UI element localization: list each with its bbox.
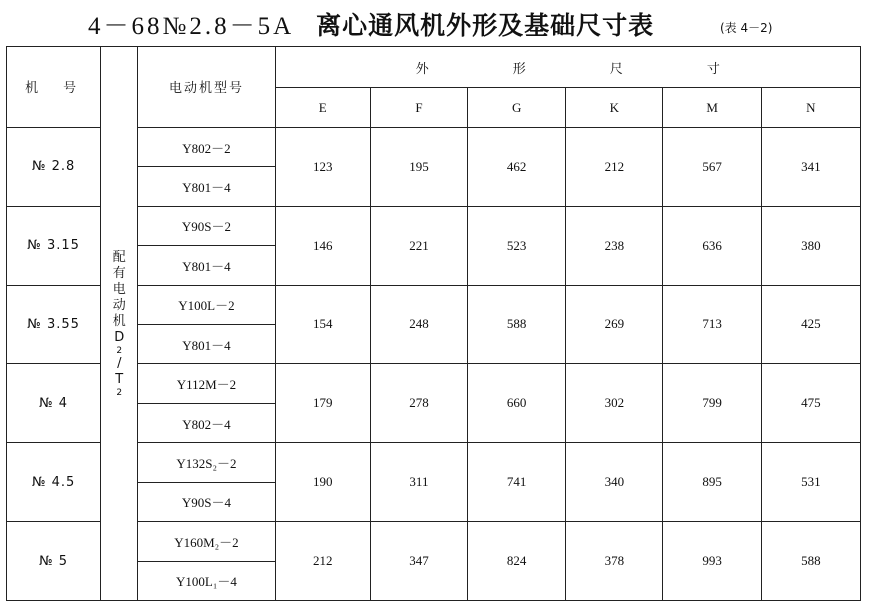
motor-model-cell: Y100L－2	[138, 285, 275, 324]
motor-model-cell: Y801－4	[138, 324, 275, 363]
motor-model-cell: Y100L₁－4	[138, 561, 275, 601]
motor-model-cell: Y112M－2	[138, 364, 275, 403]
header-dimensions	[275, 47, 860, 88]
table-number-note: (表 4－2)	[720, 21, 773, 35]
dimension-value-m: 799	[663, 364, 761, 443]
dimension-value-n: 341	[761, 127, 860, 206]
dimension-value-e: 179	[275, 364, 370, 443]
column-header-g: G	[468, 88, 566, 127]
header-motor-model: 电动机型号	[138, 47, 275, 128]
dimension-value-f: 311	[370, 443, 467, 522]
motor-vertical-char: /	[117, 355, 122, 371]
dimension-value-n: 475	[761, 364, 860, 443]
dimension-value-k: 340	[566, 443, 663, 522]
dimension-value-k: 269	[566, 285, 663, 364]
motor-model-cell: Y801－4	[138, 167, 275, 206]
column-header-f: F	[370, 88, 467, 127]
motor-model-cell: Y802－4	[138, 403, 275, 442]
dimension-value-m: 895	[663, 443, 761, 522]
page-title	[88, 6, 654, 42]
motor-vertical-char: D	[114, 329, 125, 345]
motor-vertical-char: T	[115, 371, 124, 387]
dimension-value-k: 302	[566, 364, 663, 443]
motor-vertical-char: 机	[112, 313, 126, 329]
motor-vertical-char: 有	[112, 265, 126, 281]
column-header-e: E	[275, 88, 370, 127]
motor-model-cell: Y90S－2	[138, 206, 275, 245]
motor-model-cell: Y160M₂－2	[138, 522, 275, 561]
column-header-n: N	[761, 88, 860, 127]
motor-vertical-char: 2	[116, 345, 123, 356]
dimension-value-g: 824	[468, 522, 566, 601]
dimension-value-e: 123	[275, 127, 370, 206]
dimension-value-k: 238	[566, 206, 663, 285]
machine-number-cell: № 4.5	[7, 443, 101, 522]
header-row-1	[7, 47, 861, 88]
dimension-value-e: 154	[275, 285, 370, 364]
dimension-value-g: 462	[468, 127, 566, 206]
dimension-value-f: 278	[370, 364, 467, 443]
dimension-header-char: 寸	[706, 61, 720, 77]
title-row	[0, 4, 869, 40]
dimension-value-e: 212	[275, 522, 370, 601]
motor-model-cell: Y132S₂－2	[138, 443, 275, 482]
dimension-value-e: 190	[275, 443, 370, 522]
motor-model-cell: Y802－2	[138, 127, 275, 166]
dimension-header-char: 外	[415, 61, 429, 77]
dimension-value-n: 425	[761, 285, 860, 364]
dimension-value-f: 248	[370, 285, 467, 364]
dimension-value-m: 713	[663, 285, 761, 364]
dimension-value-g: 523	[468, 206, 566, 285]
title-model: 4－68№2.8－5A	[88, 13, 295, 40]
dimension-value-f: 347	[370, 522, 467, 601]
dimension-header-char: 尺	[609, 61, 623, 77]
machine-number-cell: № 3.15	[7, 206, 101, 285]
dimension-value-n: 531	[761, 443, 860, 522]
column-header-m: M	[663, 88, 761, 127]
dimension-value-g: 741	[468, 443, 566, 522]
dimension-header-char: 形	[512, 61, 526, 77]
dimension-value-n: 380	[761, 206, 860, 285]
motor-model-cell: Y801－4	[138, 246, 275, 285]
dimension-value-g: 660	[468, 364, 566, 443]
motor-vertical-char: 动	[112, 297, 126, 313]
machine-number-cell: № 5	[7, 522, 101, 601]
motor-model-cell: Y90S－4	[138, 482, 275, 521]
machine-number-cell: № 4	[7, 364, 101, 443]
dimension-value-e: 146	[275, 206, 370, 285]
column-header-k: K	[566, 88, 663, 127]
dimension-value-m: 636	[663, 206, 761, 285]
machine-number-cell: № 3.55	[7, 285, 101, 364]
dimension-value-k: 212	[566, 127, 663, 206]
dimension-value-f: 221	[370, 206, 467, 285]
dimension-value-n: 588	[761, 522, 860, 601]
header-motor-vertical	[101, 47, 138, 601]
dimension-value-f: 195	[370, 127, 467, 206]
dimension-value-m: 567	[663, 127, 761, 206]
dimension-table	[6, 46, 861, 601]
header-machine-no: 机 号	[7, 47, 101, 128]
dimension-value-g: 588	[468, 285, 566, 364]
title-name: 离心通风机外形及基础尺寸表	[316, 11, 655, 40]
motor-vertical-char: 配	[112, 249, 126, 265]
machine-number-cell: № 2.8	[7, 127, 101, 206]
dimension-value-m: 993	[663, 522, 761, 601]
dimension-value-k: 378	[566, 522, 663, 601]
motor-vertical-char: 电	[112, 281, 126, 297]
motor-vertical-char: 2	[116, 387, 123, 398]
table-body	[7, 47, 861, 601]
